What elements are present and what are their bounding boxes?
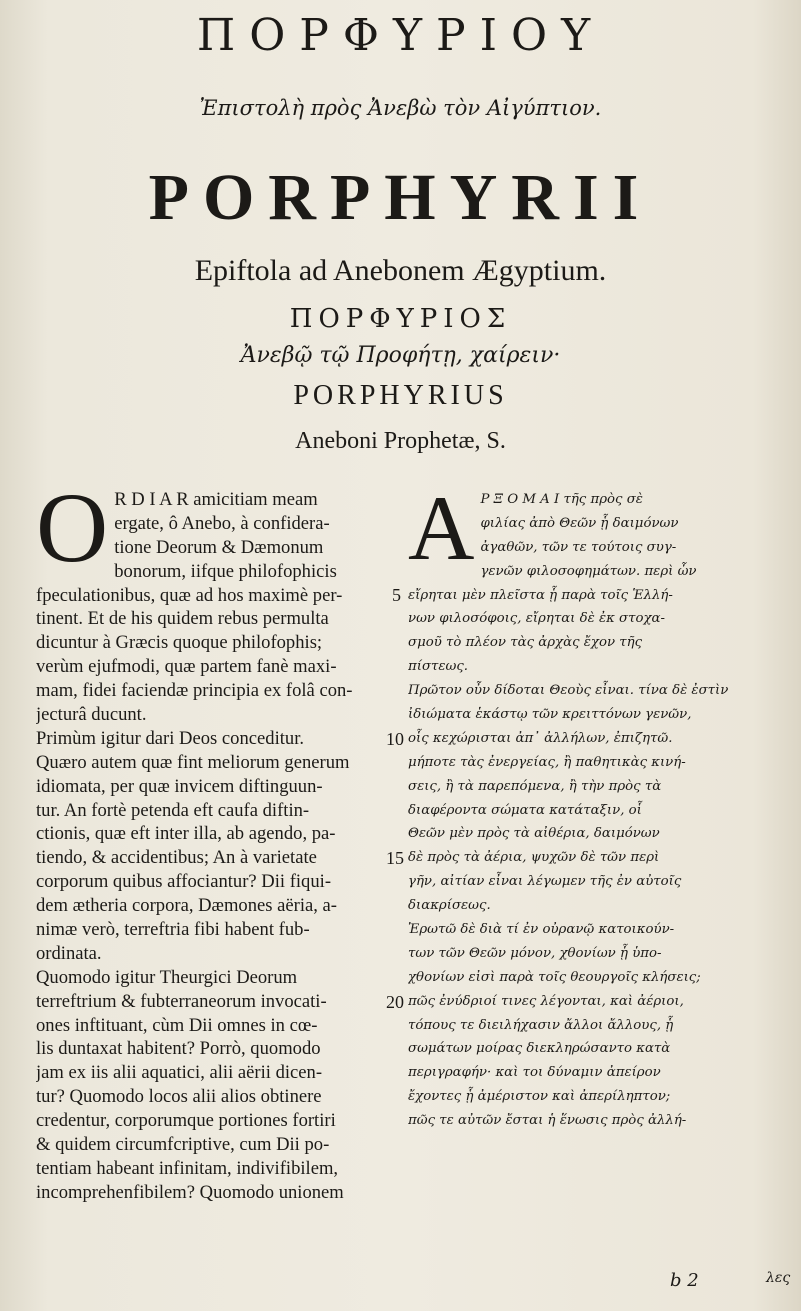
text-line: lis duntaxat habitent? Porrò, quomodo [36,1038,321,1060]
text-line: bonorum, iifque philofophicis [114,560,337,582]
text-line: ergate, ô Anebo, à confidera- [114,512,330,534]
text-line: dem ætheria corpora, Dæmones aëria, a- [36,895,337,917]
greek-author-heading: ΠΟΡΦΥΡΙΟΥ [196,10,605,61]
text-line: & quidem circumfcriptive, cum Dii po- [36,1134,330,1156]
text-line: ones inftituant, cùm Dii omnes in cœ- [36,1014,318,1036]
text-line: jam ex iis alii aquatici, alii aërii dicen- [36,1062,323,1084]
text-line: tur? Quomodo locos alii alios obtinere [36,1086,322,1108]
text-line: σεις, ἢ τὰ παρεπόμενα, ἢ τὴν πρὸς τὰ [408,778,662,794]
text-line: tur. An fortè petenda eft caufa diftin- [36,799,310,821]
text-line: δὲ πρὸς τὰ ἀέρια, ψυχῶν δὲ τῶν περὶ [408,850,660,866]
text-line: γενῶν φιλοσοφημάτων. περὶ ὧν [480,563,697,579]
text-line: σμοῦ τὸ πλέον τὰς ἀρχὰς ἔχον τῆς [408,635,643,651]
text-line: πῶς τε αὐτῶν ἔσται ἡ ἕνωσις πρὸς ἀλλή- [408,1113,687,1129]
text-line: tinent. Et de his quidem rebus permulta [36,608,329,630]
text-line: πίστεως. [408,659,469,675]
text-line: Quomodo igitur Theurgici Deorum [36,966,298,988]
text-line: Primùm igitur dari Deos conceditur. [36,727,305,749]
text-line: οἷς κεχώρισται ἀπ᾽ ἀλλήλων, ἐπιζητῶ. [408,730,673,746]
latin-name: PORPHYRIUS [293,380,508,411]
latin-author-heading: PORPHYRII [148,161,653,234]
line-number: 20 [386,992,404,1012]
greek-name: ΠΟΡΦΥΡΙΟΣ [289,304,512,334]
text-line: ἀγαθῶν, τῶν τε τούτοις συγ- [480,539,677,555]
text-line: dicuntur à Græcis quoque philofophis; [36,632,323,654]
text-line: Quæro autem quæ fint meliorum generum [36,751,350,773]
latin-subtitle: Epiftola ad Anebonem Ægyptium. [194,254,607,287]
text-line: νων φιλοσόφοις, εἴρηται δὲ ἐκ στοχα- [408,611,666,627]
text-line: Ἐρωτῶ δὲ διὰ τί ἐν οὐρανῷ κατοικούν- [408,922,675,938]
text-line: διακρίσεως. [408,898,491,914]
greek-greeting: Ἀνεβῷ τῷ Προφήτῃ, χαίρειν· [240,343,561,368]
text-line: γῆν, αἰτίαν εἶναι λέγωμεν τῆς ἐν αὐτοῖς [408,874,682,890]
text-line: Θεῶν μὲν πρὸς τὰ αἰθέρια, δαιμόνων [408,826,660,842]
latin-greeting: Aneboni Prophetæ, S. [295,428,506,454]
text-line: terreftrium & fubterraneorum invocati- [36,990,327,1012]
text-line: verùm ejufmodi, quæ partem fanè maxi- [36,656,337,678]
text-line: περιγραφήν· καὶ τοι δύναμιν ἀπείρον [408,1065,661,1081]
signature-mark: b 2 [670,1270,699,1291]
latin-text-column [36,472,388,1205]
text-line: mam, fidei faciendæ principia ex folâ con- [36,680,353,702]
text-line: credentur, corporumque portiones fortiri [36,1110,336,1132]
text-line: χθονίων εἰσὶ παρὰ τοῖς θεουργοῖς κλήσεις; [408,969,701,985]
text-line: εἴρηται μὲν πλεῖστα ᾗ παρὰ τοῖς Ἑλλή- [408,587,673,603]
line-number: 5 [392,585,401,605]
greek-subtitle: Ἐπιστολὴ πρὸς Ἀνεβὼ τὸν Αἰγύπτιον. [199,96,602,120]
text-line: incomprehenfibilem? Quomodo unionem [36,1181,344,1203]
text-line: Ρ Ξ Ο Μ Α Ι τῆς πρὸς σὲ [480,492,643,507]
text-line: μήποτε τὰς ἐνεργείας, ἢ παθητικὰς κινή- [408,754,686,770]
greek-text-column [408,477,768,1133]
text-line: ctionis, quæ eft inter illa, ab agendo, pa- [36,823,336,845]
text-line: σωμάτων μοίρας διεκληρώσαντο κατὰ [408,1041,671,1057]
text-line: tiendo, & accidentibus; An à varietate [36,847,317,869]
text-line: idiomata, per quæ invicem diftinguun- [36,775,323,797]
text-line: τόπους τε διειλήχασιν ἄλλοι ἄλλους, ᾗ [408,1017,674,1033]
text-line: corporum quibus affociantur? Dii fiqui- [36,871,332,893]
text-line: jecturâ ducunt. [36,704,147,726]
text-line: ordinata. [36,942,102,964]
text-line: διαφέροντα σώματα κατάταξιν, οἷ [408,802,642,818]
text-line: φιλίας ἀπὸ Θεῶν ᾗ δαιμόνων [480,515,679,531]
line-number: 15 [386,848,404,868]
text-line: ἰδιώματα ἑκάστῳ τῶν κρειττόνων γενῶν, [408,707,692,723]
text-line: πῶς ἐνύδριοί τινες λέγονται, καὶ ἀέριοι, [408,993,684,1009]
line-number: 10 [386,729,404,749]
text-line: ἔχοντες ᾗ ἀμέριστον καὶ ἀπερίληπτον; [408,1089,671,1105]
greek-dropcap: Α [408,477,475,579]
text-line: fpeculationibus, quæ ad hos maximè per- [36,584,343,606]
text-line: nimæ verò, terreftria fibi habent fub- [36,919,310,941]
latin-dropcap: O [36,472,109,583]
text-line: των τῶν Θεῶν μόνον, χθονίων ᾗ ὑπο- [408,945,662,961]
text-line: tentiam habeant infinitam, indivifibilem, [36,1157,339,1179]
text-line: R D I A R amicitiam meam [114,489,318,510]
text-line: Πρῶτον οὖν δίδοται Θεοὺς εἶναι. τίνα δὲ ἐστὶν [408,683,729,699]
catchword: λες [766,1270,791,1286]
text-line: tione Deorum & Dæmonum [114,536,324,558]
